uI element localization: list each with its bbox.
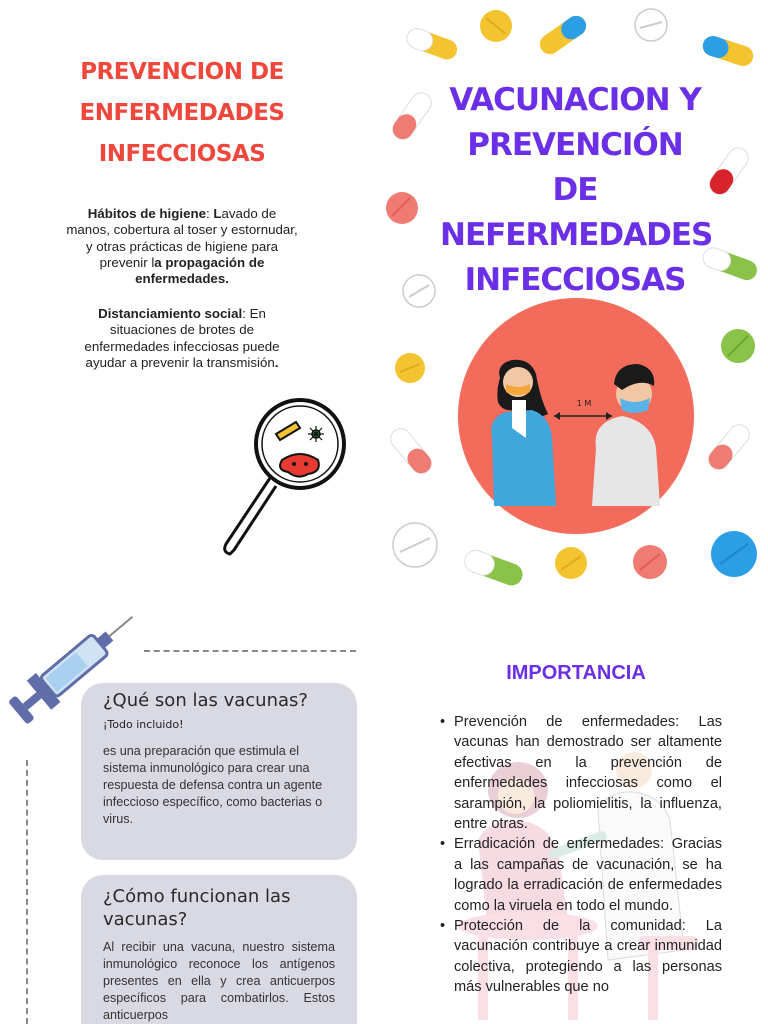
main-title-line-3: NEFERMEDADES — [440, 217, 713, 253]
tablet-icon — [708, 528, 760, 580]
capsule-icon — [456, 542, 532, 592]
left-title-line-2: ENFERMEDADES — [79, 100, 285, 126]
tablet-icon — [384, 190, 420, 226]
capsule-icon — [382, 84, 442, 148]
main-title — [440, 78, 713, 303]
card-title: ¿Cómo funcionan las vacunas? — [103, 886, 291, 930]
tablet-icon — [552, 544, 590, 582]
tablet-icon — [718, 326, 758, 366]
importance-list — [440, 712, 722, 998]
main-title-line-4: INFECCIOSAS — [464, 262, 686, 298]
importance-item: • Prevención de enfermedades: Las vacunas han demostrado ser altamente efectivas en la prevención de enfermedades infecciosas como el sarampión, la poliomielitis, la influenza, entre otras. — [440, 712, 722, 834]
dashed-divider-horizontal — [144, 650, 356, 652]
magnifier-germ-illustration — [212, 396, 352, 560]
hygiene-paragraph — [66, 206, 298, 287]
capsule-icon — [700, 414, 758, 480]
hygiene-colon: : — [205, 206, 214, 221]
tablet-icon — [390, 520, 440, 570]
tablet-icon — [400, 272, 438, 310]
germ-green-icon — [308, 426, 324, 442]
capsule-icon — [532, 12, 594, 58]
tablet-icon — [630, 542, 670, 582]
importance-title: IMPORTANCIA — [506, 662, 646, 684]
hygiene-text: avado de manos, cobertura al toser y estornudar, y otras prácticas de higiene para prevenir l — [66, 206, 298, 270]
hygiene-first-letter: L — [213, 206, 222, 221]
tablet-icon — [478, 8, 514, 44]
capsule-icon — [380, 418, 442, 484]
left-title-line-3: INFECCIOSAS — [98, 141, 266, 167]
capsule-icon — [400, 24, 464, 64]
germ-yellow-icon — [276, 422, 300, 440]
distance-paragraph — [66, 306, 298, 371]
capsule-icon — [694, 240, 766, 288]
distance-label: Distanciamiento social — [98, 306, 243, 321]
germ-red-icon — [280, 454, 319, 477]
capsule-icon — [700, 138, 758, 204]
what-are-vaccines-card — [81, 683, 357, 860]
hygiene-tail: a propagación de enfermedades. — [135, 254, 265, 287]
main-title-line-1: VACUNACION Y — [449, 82, 701, 118]
left-section-title — [60, 52, 304, 175]
tablet-icon — [632, 6, 670, 44]
card-subtitle: ¡Todo incluido! — [103, 718, 184, 731]
social-distancing-illustration — [456, 298, 696, 538]
tablet-icon — [392, 350, 428, 386]
main-title-line-2: PREVENCIÓN DE — [467, 127, 683, 208]
capsule-icon — [696, 30, 760, 72]
how-vaccines-work-card — [81, 875, 357, 1024]
importance-item: • Protección de la comunidad: La vacunación contribuye a crear inmunidad colectiva, protegiendo a las personas más vulnerables que no — [440, 916, 722, 998]
card-body: es una preparación que estimula el sistema inmunológico para crear una respuesta de defensa contra un agente infeccioso específico, como bacterias o virus. — [103, 744, 323, 826]
card-body: Al recibir una vacuna, nuestro sistema inmunológico reconoce los antígenos presentes en ella y crea anticuerpos específicos para combatirlos. Estos anticuerpos — [103, 940, 335, 1022]
dashed-divider-vertical — [26, 760, 28, 1024]
distance-text: : En situaciones de brotes de enfermedades infecciosas puede ayudar a prevenir la transmisión — [84, 306, 280, 370]
importance-item: • Erradicación de enfermedades: Gracias a las campañas de vacunación, se ha logrado la erradicación de enfermedades como la viruela en todo el mundo. — [440, 834, 722, 916]
card-title: ¿Qué son las vacunas? — [103, 690, 308, 711]
distance-label: 1 M — [576, 399, 592, 408]
distance-end: . — [274, 354, 279, 370]
hygiene-label: Hábitos de higiene — [87, 206, 206, 221]
left-title-line-1: PREVENCION DE — [80, 59, 284, 85]
